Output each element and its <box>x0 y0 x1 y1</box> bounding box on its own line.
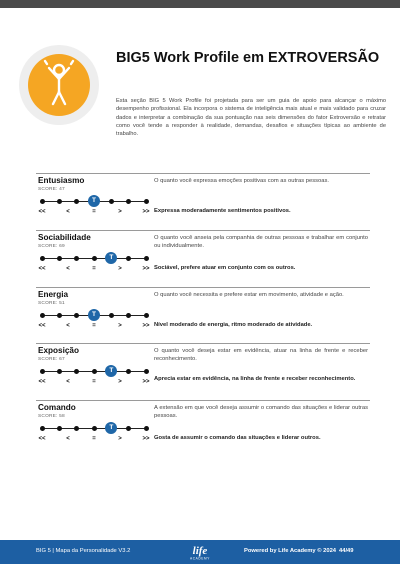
scale-symbol: << <box>38 209 46 215</box>
logo-wordmark: life <box>192 545 208 557</box>
trait-description: O quanto você expressa emoções positivas com as outras pessoas. <box>154 178 329 184</box>
trait-scale <box>38 422 152 442</box>
trait-result: Nível moderado de energia, ritmo moderado de atividade. <box>154 322 313 328</box>
scale-point <box>74 313 79 318</box>
trait-score: SCORE: 51 <box>38 301 65 306</box>
trait-name: Comando <box>38 403 76 412</box>
score-marker: T <box>105 252 117 264</box>
scale-point <box>126 369 131 374</box>
scale-symbol: > <box>118 209 122 215</box>
trait-score: SCORE: 58 <box>38 414 65 419</box>
scale-point <box>126 256 131 261</box>
trait-name: Entusiasmo <box>38 176 85 185</box>
scale-symbol: >> <box>142 266 150 272</box>
trait-scale <box>38 252 152 272</box>
scale-point <box>40 256 45 261</box>
scale-symbol: << <box>38 266 46 272</box>
scale-symbol: > <box>118 436 122 442</box>
scale-point <box>144 369 149 374</box>
trait-score: SCORE: 47 <box>38 187 65 192</box>
scale-point <box>57 256 62 261</box>
scale-symbol: > <box>118 266 122 272</box>
scale-symbol: > <box>118 323 122 329</box>
scale-symbol: < <box>66 323 70 329</box>
trait-score: SCORE: 67 <box>38 357 65 362</box>
trait-name: Exposição <box>38 346 79 355</box>
scale-symbol: = <box>92 323 96 329</box>
scale-symbol: = <box>92 379 96 385</box>
scale-point <box>109 313 114 318</box>
trait-scale <box>38 195 152 215</box>
trait-score: SCORE: 69 <box>38 244 65 249</box>
scale-point <box>92 369 97 374</box>
scale-symbol: = <box>92 436 96 442</box>
life-academy-logo <box>184 543 216 561</box>
scale-point <box>92 256 97 261</box>
scale-symbol: = <box>92 266 96 272</box>
scale-point <box>92 426 97 431</box>
scale-point <box>57 313 62 318</box>
divider <box>36 287 370 288</box>
trait-scale <box>38 365 152 385</box>
footer-document-name: BIG 5 | Mapa da Personalidade V3.2 <box>36 548 131 554</box>
divider <box>36 230 370 231</box>
trait-result: Sociável, prefere atuar em conjunto com os outros. <box>154 265 296 271</box>
trait-result: Gosta de assumir o comando das situações e liderar outros. <box>154 435 321 441</box>
logo-subtext: ACADEMY <box>190 556 210 561</box>
scale-point <box>57 369 62 374</box>
scale-symbol: < <box>66 436 70 442</box>
scale-symbol: = <box>92 209 96 215</box>
scale-point <box>126 426 131 431</box>
top-bar <box>0 0 400 8</box>
scale-point <box>74 199 79 204</box>
footer <box>0 540 400 564</box>
scale-point <box>40 369 45 374</box>
divider <box>36 400 370 401</box>
trait-name: Sociabilidade <box>38 233 91 242</box>
scale-point <box>74 256 79 261</box>
scale-symbol: >> <box>142 209 150 215</box>
score-marker: T <box>105 422 117 434</box>
trait-result: Expressa moderadamente sentimentos positivos. <box>154 208 291 214</box>
trait-name: Energia <box>38 290 69 299</box>
divider <box>36 173 370 174</box>
divider <box>36 343 370 344</box>
trait-description: O quanto você anseia pela companhia de outras pessoas e trabalhar em conjunto ou individualmente. <box>154 235 368 250</box>
page-title: BIG5 Work Profile em EXTROVERSÃO <box>116 50 380 66</box>
scale-symbol: < <box>66 209 70 215</box>
scale-symbol: < <box>66 379 70 385</box>
scale-point <box>40 426 45 431</box>
score-marker: T <box>105 365 117 377</box>
scale-symbol: >> <box>142 436 150 442</box>
scale-point <box>126 313 131 318</box>
scale-symbol: << <box>38 379 46 385</box>
scale-symbol: << <box>38 436 46 442</box>
scale-point <box>40 313 45 318</box>
scale-point <box>109 199 114 204</box>
intro-paragraph: Esta seção BIG 5 Work Profile foi projetada para ser um guia de apoio para alcançar o máximo desempenho profissional. Ela incorpora o sistema de inteligência mais atual e mais validado para cruzar dados e interpretar a combinação da sua pontuação nas seis dimensões do fator Extroversão e retratar como você tende a responder à realidade, demandas, desafios e situações típicas ao ambiente de trabalho. <box>116 98 386 138</box>
footer-credit: Powered by Life Academy © 2024 <box>244 548 337 554</box>
scale-symbol: >> <box>142 379 150 385</box>
scale-symbol: < <box>66 266 70 272</box>
trait-description: O quanto você necessita e prefere estar em movimento, atividade e ação. <box>154 292 344 298</box>
scale-point <box>57 199 62 204</box>
person-celebrating-icon <box>18 44 100 126</box>
trait-scale <box>38 309 152 329</box>
page-number: 44/49 <box>339 548 354 554</box>
trait-result: Aprecia estar em evidência, na linha de frente e receber reconhecimento. <box>154 376 356 382</box>
scale-point <box>144 256 149 261</box>
score-marker: T <box>88 309 100 321</box>
score-marker: T <box>88 195 100 207</box>
scale-symbol: << <box>38 323 46 329</box>
scale-point <box>144 199 149 204</box>
scale-point <box>74 426 79 431</box>
scale-point <box>144 426 149 431</box>
scale-symbol: > <box>118 379 122 385</box>
trait-description: O quanto você deseja estar em evidência, atuar na linha de frente e receber reconhecimento. <box>154 348 368 363</box>
trait-description: A extensão em que você deseja assumir o comando das situações e liderar outras pessoas. <box>154 405 368 420</box>
scale-symbol: >> <box>142 323 150 329</box>
scale-point <box>126 199 131 204</box>
scale-point <box>144 313 149 318</box>
scale-point <box>40 199 45 204</box>
scale-point <box>57 426 62 431</box>
scale-point <box>74 369 79 374</box>
header-icon <box>18 44 100 126</box>
